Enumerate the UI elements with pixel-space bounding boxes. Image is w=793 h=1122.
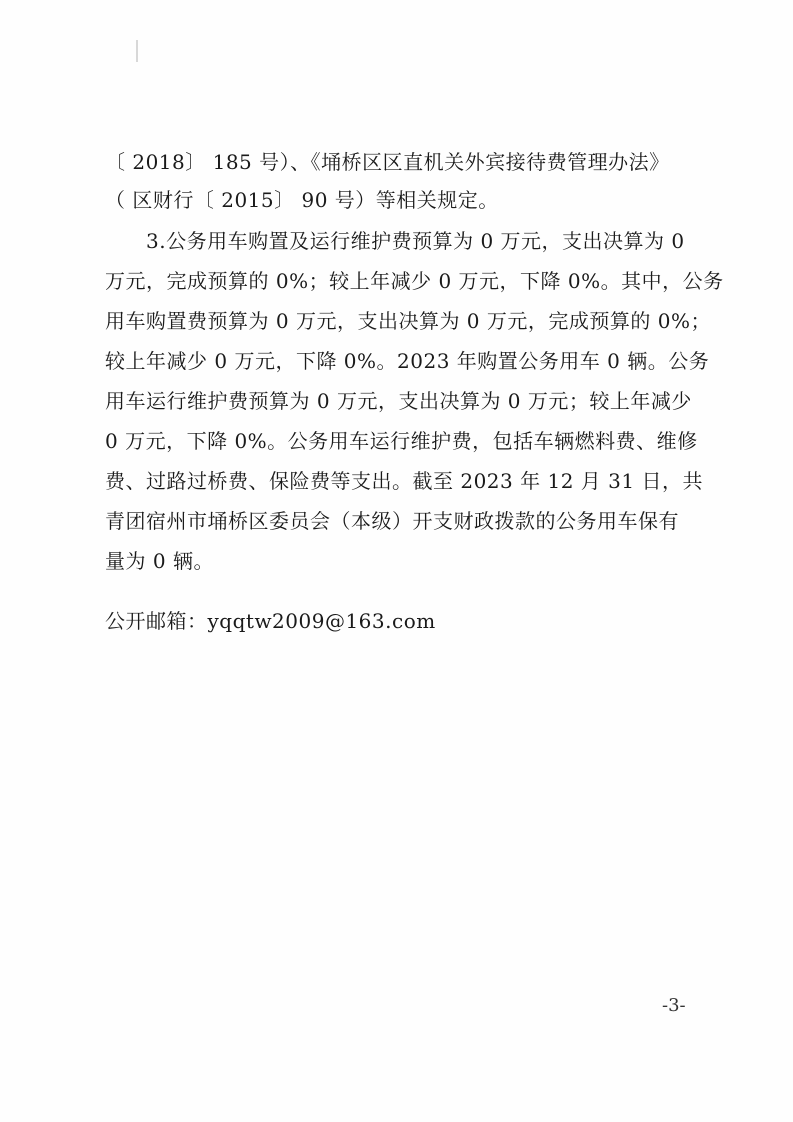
page-number: -3- [662, 995, 686, 1016]
body-line-9: 费、过路过桥费、保险费等支出。截至 2023 年 12 月 31 日，共 [105, 469, 703, 493]
body-line-6: 较上年减少 0 万元，下降 0%。2023 年购置公务用车 0 辆。公务 [105, 349, 710, 373]
body-line-4: 万元，完成预算的 0%；较上年减少 0 万元，下降 0%。其中，公务 [105, 269, 724, 293]
public-email: 公开邮箱：yqqtw2009@163.com [105, 609, 436, 633]
body-line-1: 〔 2018〕 185 号）、《埇桥区区直机关外宾接待费管理办法》 [105, 150, 670, 174]
body-line-8: 0 万元，下降 0%。公务用车运行维护费，包括车辆燃料费、维修 [105, 429, 698, 453]
body-line-7: 用车运行维护费预算为 0 万元，支出决算为 0 万元；较上年减少 [105, 389, 692, 413]
body-line-3: 3.公务用车购置及运行维护费预算为 0 万元，支出决算为 0 [146, 229, 685, 253]
scan-artifact [136, 40, 138, 62]
body-line-5: 用车购置费预算为 0 万元，支出决算为 0 万元，完成预算的 0%； [105, 309, 711, 333]
body-line-11: 量为 0 辆。 [105, 549, 214, 573]
body-line-2: （ 区财行〔 2015〕 90 号）等相关规定。 [105, 188, 499, 212]
body-line-10: 青团宿州市埇桥区委员会（本级）开支财政拨款的公务用车保有 [105, 509, 679, 533]
